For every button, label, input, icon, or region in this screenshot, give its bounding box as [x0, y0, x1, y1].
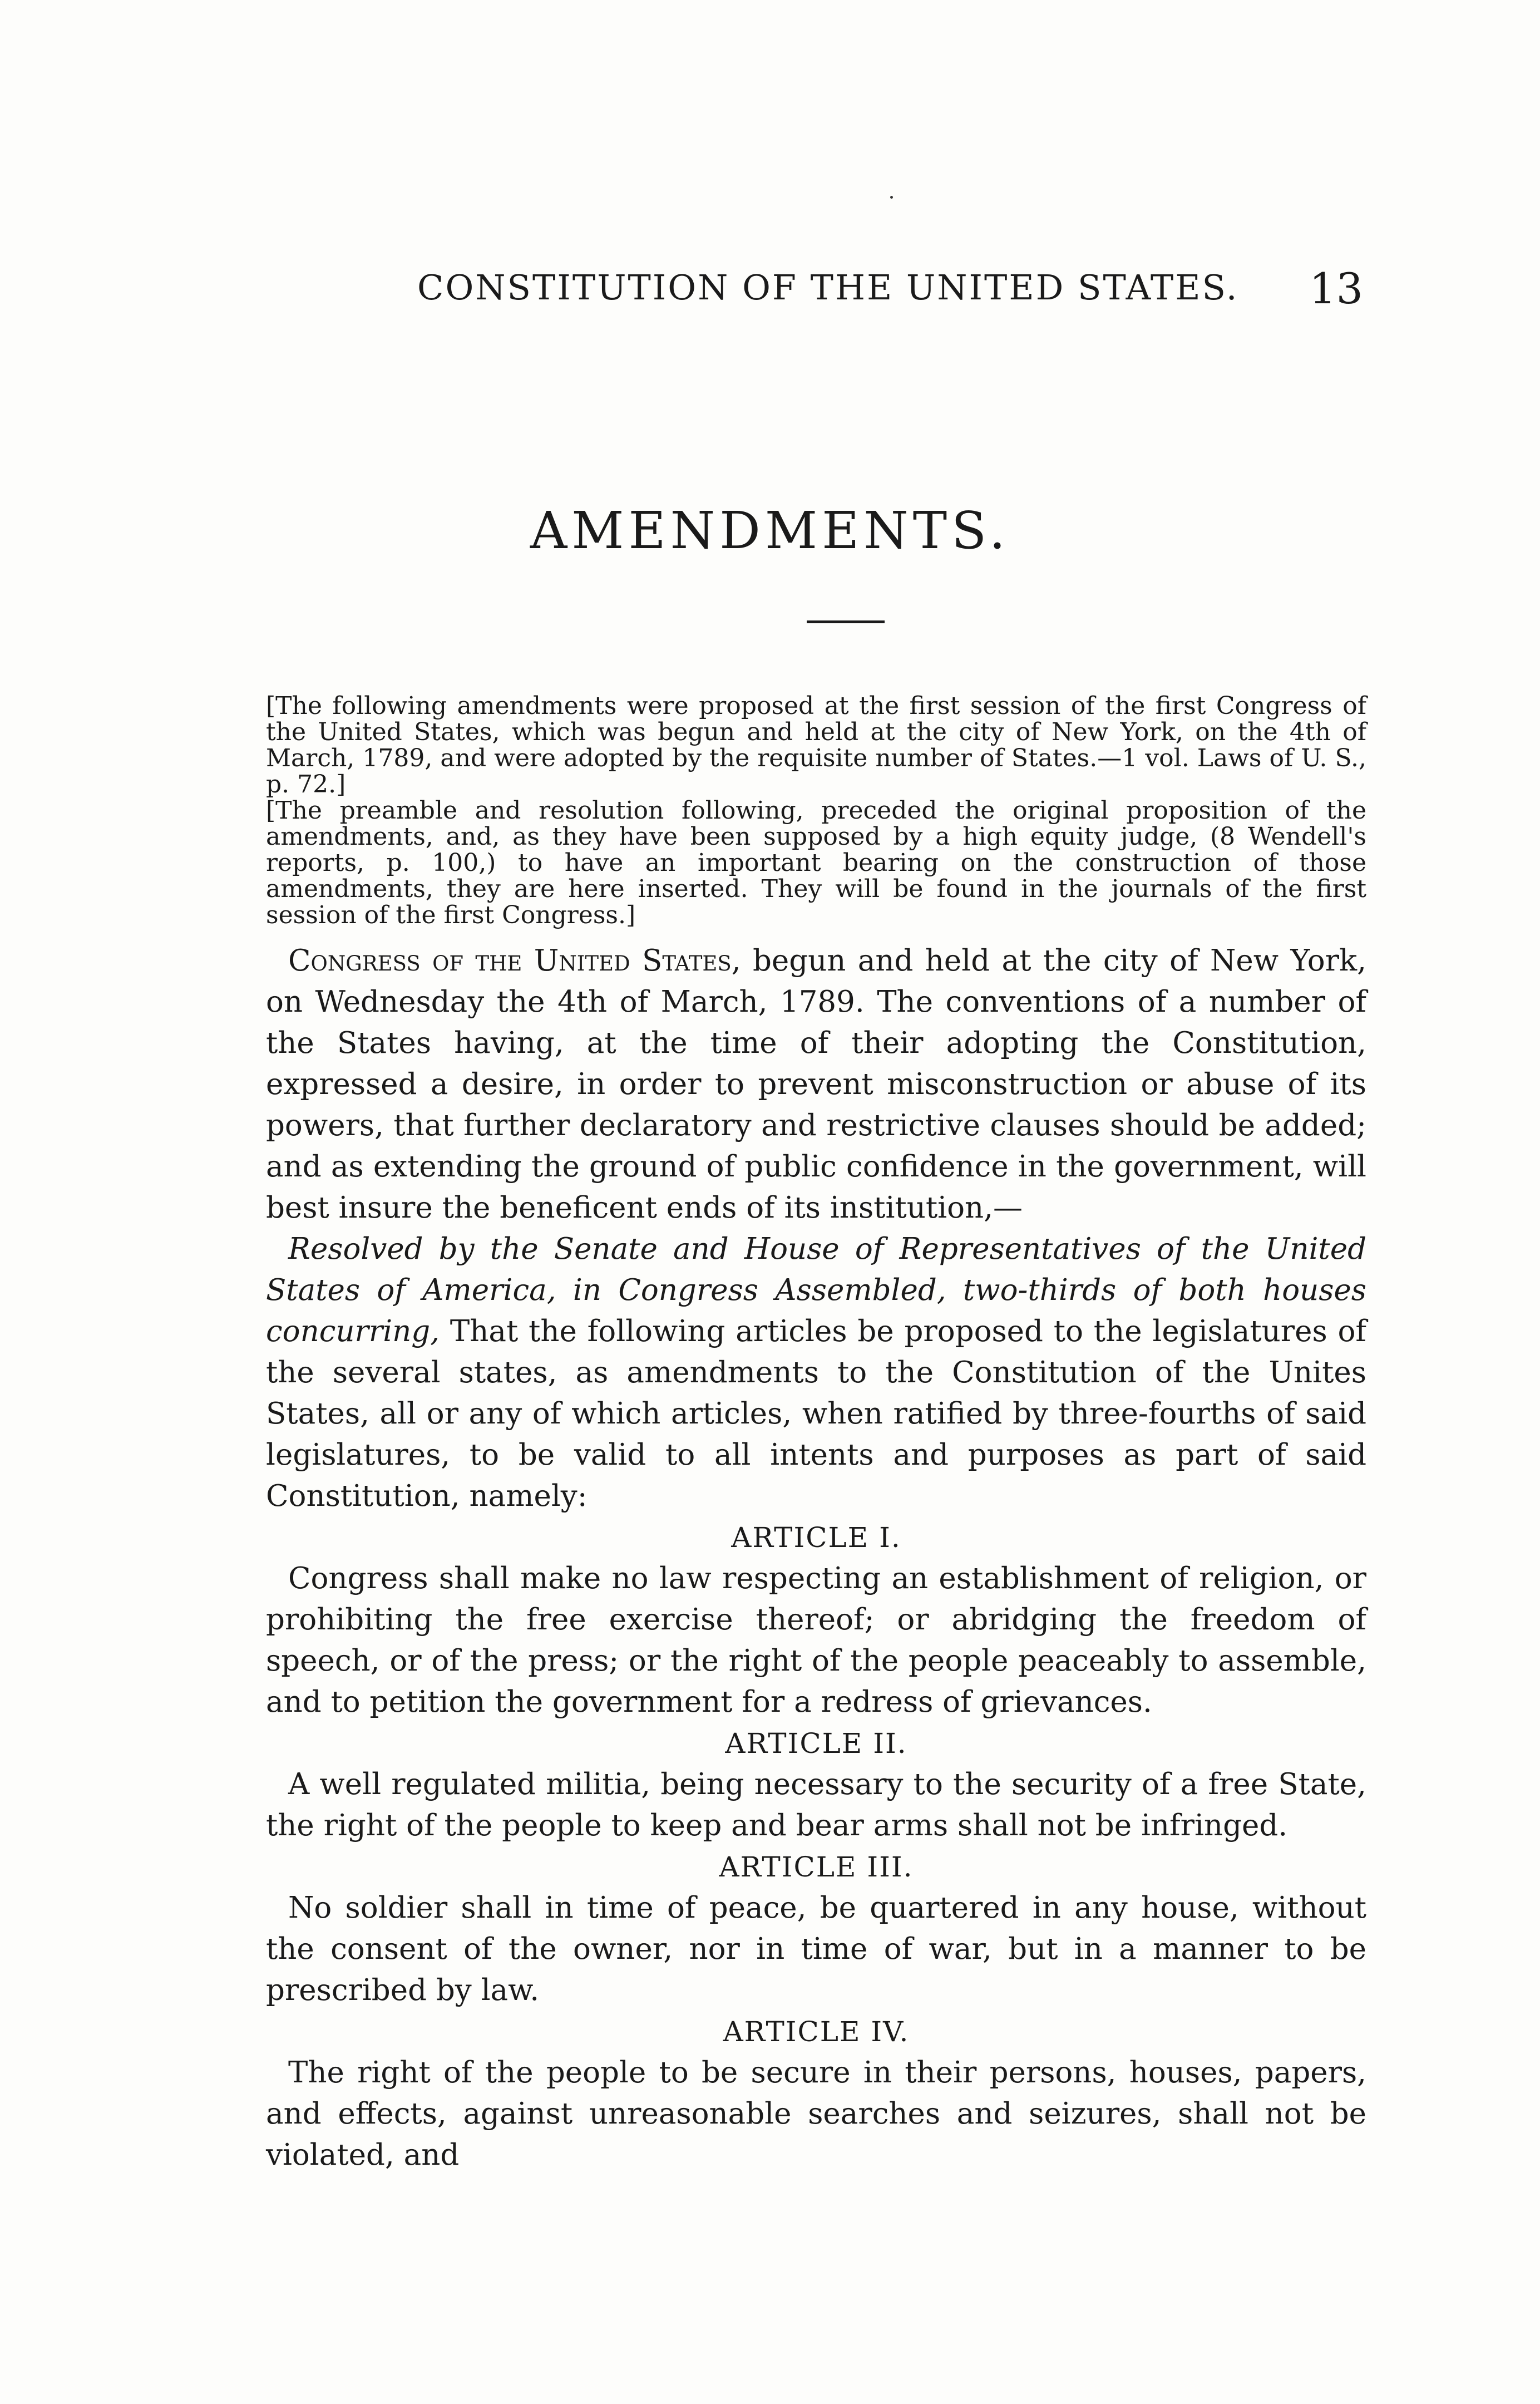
preamble-paragraph: [266, 940, 1366, 1229]
title-rule: [807, 620, 885, 623]
page-title: AMENDMENTS.: [530, 501, 1010, 560]
running-head: CONSTITUTION OF THE UNITED STATES.: [417, 267, 1239, 308]
page-number: 13: [1309, 264, 1363, 313]
resolution-text: That the following articles be proposed to the legislatures of the several states, as amendments to the Constitution of the Unites States, all or any of which articles, when ratified by three-fourths of said legislatures, to be valid to all intents and purposes as part of said Constitution, namely:: [266, 1314, 1366, 1513]
preamble-lead: Congress of the United States,: [288, 944, 741, 978]
page-header: [417, 264, 1363, 317]
article-heading: ARTICLE IV.: [723, 2016, 910, 2048]
article-heading: ARTICLE II.: [725, 1727, 907, 1760]
print-speck: [890, 196, 893, 199]
main-text: [266, 940, 1366, 2176]
editorial-note-paragraph: [The preamble and resolution following, preceded the original proposition of the amendments, and, as they have been supposed by a high equity judge, (8 Wendell's reports, p. 100,) to have an important bearing on the construction of those amendments, they are here inserted. They will be found in the journals of the first session of the first Congress.]: [266, 796, 1366, 929]
article-text: Congress shall make no law respecting an establishment of religion, or prohibiting the free exercise thereof; or abridging the freedom of speech, or of the press; or the right of the people peaceably to assemble, and to petition the government for a redress of grievances.: [266, 1561, 1366, 1719]
article-heading: ARTICLE III.: [719, 1851, 914, 1883]
resolution-paragraph: [266, 1229, 1366, 1517]
article-text: The right of the people to be secure in their persons, houses, papers, and effects, against unreasonable searches and seizures, shall not be violated, and: [266, 2056, 1366, 2172]
article-heading: ARTICLE I.: [731, 1521, 901, 1554]
editorial-note-paragraph: [The following amendments were proposed at the first session of the first Congress of the United States, which was begun and held at the city of New York, on the 4th of March, 1789, and were adopted by the requisite number of States.—1 vol. Laws of U. S., p. 72.]: [266, 692, 1366, 799]
editorial-note: [266, 693, 1366, 928]
resolution-italic: Resolved by the Senate and House of Representatives of the United States of America, in Congress Assembled, two-thirds of both houses concurring,: [266, 1232, 1366, 1348]
preamble-text: begun and held at the city of New York, on Wednesday the 4th of March, 1789. The conventions of a number of the States having, at the time of their adopting the Constitution, expressed a desire, in order to prevent misconstruction or abuse of its powers, that further declaratory and restrictive clauses should be added; and as extending the ground of public confidence in the government, will best insure the beneficent ends of its institution,—: [266, 944, 1366, 1225]
article-text: No soldier shall in time of peace, be quartered in any house, without the consent of the owner, nor in time of war, but in a manner to be prescribed by law.: [266, 1891, 1366, 2007]
article-text: A well regulated militia, being necessary to the security of a free State, the right of the people to keep and bear arms shall not be infringed.: [266, 1767, 1366, 1843]
